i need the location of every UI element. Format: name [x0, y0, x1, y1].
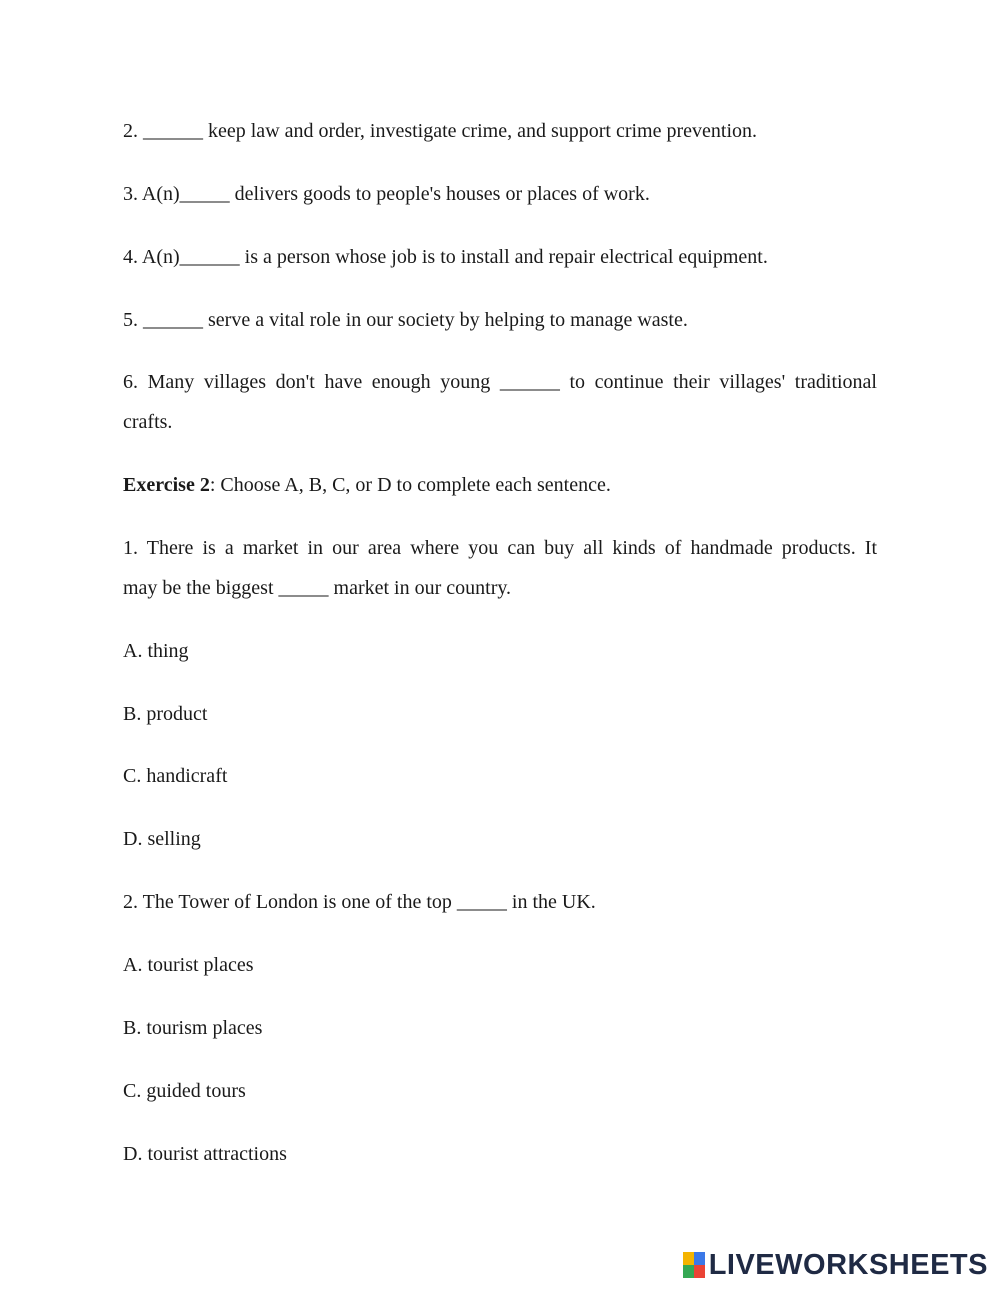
q1-option-a: A. thing	[123, 640, 189, 662]
q2-option-d: D. tourist attractions	[123, 1143, 287, 1165]
liveworksheets-logo[interactable]	[683, 1250, 988, 1280]
exercise2-heading-instruction: : Choose A, B, C, or D to complete each sentence.	[209, 474, 611, 496]
exercise2-heading-label: Exercise 2	[123, 474, 210, 496]
logo-text: LIVEWORKSHEETS	[708, 1248, 988, 1281]
q1-option-c: C. handicraft	[123, 765, 228, 787]
exercise2-heading	[123, 465, 878, 505]
question-6-line-1: 6. Many villages don't have enough young ______ to continue their villages' traditional	[123, 371, 877, 393]
question-1-line-2: may be the biggest _____ market in our country.	[123, 577, 512, 599]
exercise2-question-2: 2. The Tower of London is one of the top _____ in the UK.	[123, 891, 596, 913]
q1-option-d: D. selling	[123, 828, 201, 850]
question-6-line-2: crafts.	[123, 411, 173, 433]
logo-square-3	[683, 1265, 694, 1278]
question-1-line-1: 1. There is a market in our area where you can buy all kinds of handmade products. It	[123, 537, 877, 559]
q2-option-a: A. tourist places	[123, 954, 254, 976]
logo-square-1	[683, 1252, 694, 1265]
exercise1-question-5: 5. ______ serve a vital role in our society by helping to manage waste.	[123, 309, 688, 331]
logo-square-2	[694, 1252, 705, 1265]
logo-square-4	[694, 1265, 705, 1278]
exercise1-question-4: 4. A(n)______ is a person whose job is to install and repair electrical equipment.	[123, 246, 768, 268]
exercise1-question-3: 3. A(n)_____ delivers goods to people's houses or places of work.	[123, 183, 650, 205]
logo-mark-icon	[683, 1252, 705, 1278]
q1-option-b: B. product	[123, 703, 208, 725]
exercise2-question-1	[123, 528, 877, 608]
exercise1-question-2: 2. ______ keep law and order, investigate crime, and support crime prevention.	[123, 120, 758, 142]
q2-option-b: B. tourism places	[123, 1017, 263, 1039]
q2-option-c: C. guided tours	[123, 1080, 246, 1102]
exercise1-question-6	[123, 362, 877, 442]
